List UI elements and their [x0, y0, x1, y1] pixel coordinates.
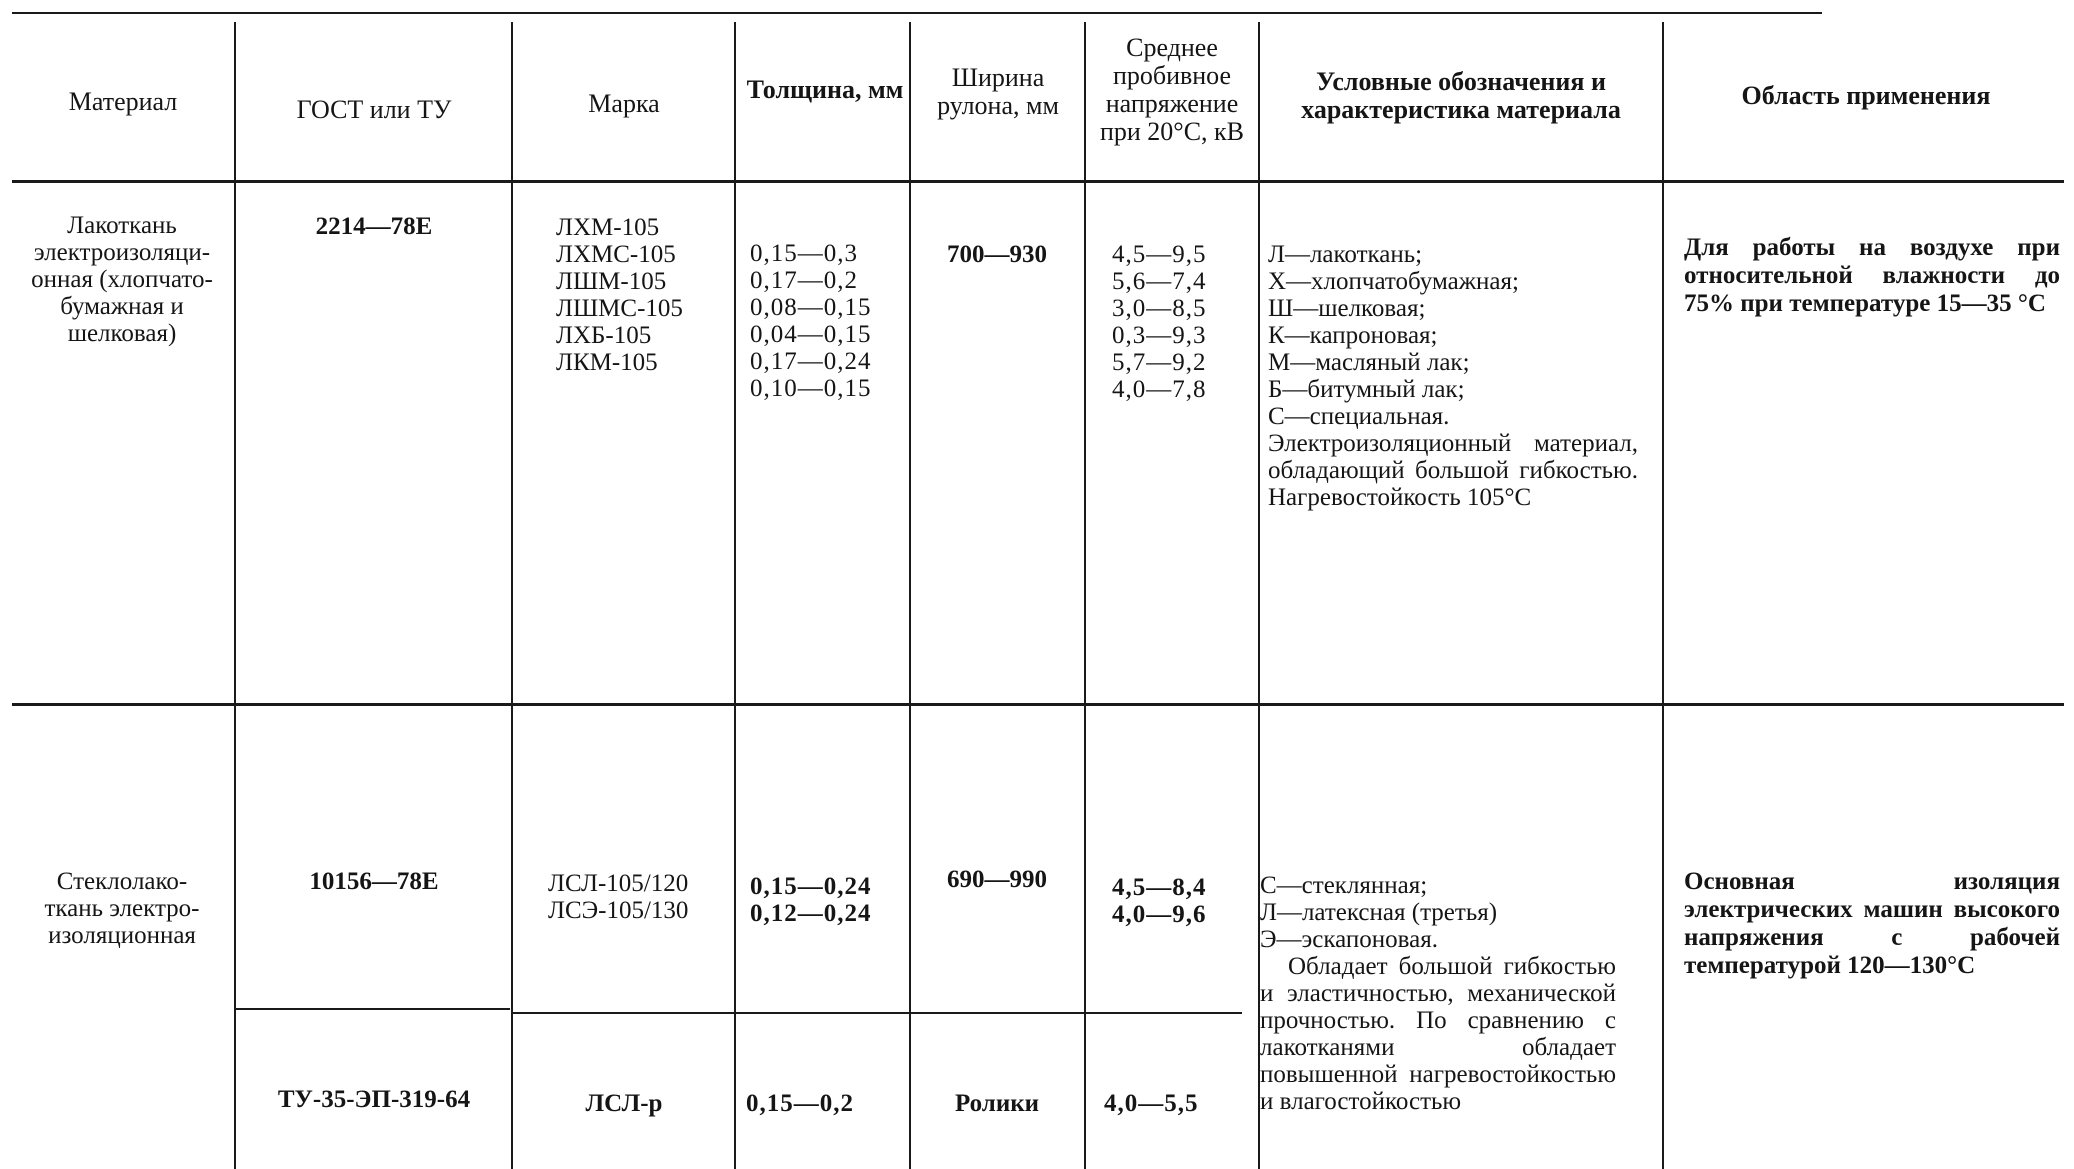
- brand-item: ЛХМ-105: [556, 214, 660, 241]
- brand-item: ЛШМС-105: [556, 295, 683, 322]
- row2-sub-voltage: 4,0—5,5: [1104, 1090, 1199, 1117]
- row1-brands: [556, 214, 736, 376]
- col-rule-2: [511, 22, 513, 1169]
- header-application: Область применения: [1741, 81, 1991, 110]
- col-rule-5: [1084, 22, 1086, 1169]
- col-rule-7: [1662, 22, 1664, 1169]
- designation-item: Б—битумный лак;: [1268, 376, 1465, 403]
- header-voltage: Среднее пробивное напряжение при 20°С, кВ: [1099, 33, 1245, 146]
- designation-item: Л—лакоткань;: [1268, 241, 1423, 268]
- voltage-item: 4,0—7,8: [1112, 376, 1207, 403]
- sub-row-divider-gost: [234, 1008, 510, 1010]
- designation-item: Х—хлопчатобумажная;: [1268, 268, 1519, 295]
- designation-item: С—стеклянная;: [1260, 872, 1428, 899]
- thickness-item: 0,17—0,2: [750, 267, 858, 294]
- thickness-item: 0,10—0,15: [750, 375, 872, 402]
- brand-item: ЛХБ-105: [556, 322, 652, 349]
- voltage-item: 5,6—7,4: [1112, 268, 1207, 295]
- row1-thickness: [750, 240, 908, 402]
- row2-sub-thickness: 0,15—0,2: [746, 1090, 854, 1117]
- header-gost: ГОСТ или ТУ: [296, 95, 452, 124]
- row1-designation: [1268, 241, 1638, 511]
- designation-item: М—масляный лак;: [1268, 349, 1470, 376]
- row2-voltage: [1112, 874, 1252, 928]
- brand-item: ЛХМС-105: [556, 241, 676, 268]
- voltage-item: 4,5—8,4: [1112, 874, 1207, 901]
- thickness-item: 0,15—0,24: [750, 873, 872, 900]
- row2-sub-brand: ЛСЛ-р: [585, 1090, 663, 1117]
- col-rule-1: [234, 22, 236, 1169]
- thickness-item: 0,17—0,24: [750, 348, 872, 375]
- thickness-item: 0,12—0,24: [750, 900, 872, 927]
- brand-item: ЛШМ-105: [556, 268, 667, 295]
- header-width: Ширина рулона, мм: [937, 63, 1059, 120]
- brand-item: ЛСЭ-105/130: [548, 897, 689, 924]
- brand-item: ЛКМ-105: [556, 349, 658, 376]
- designation-item: С—специальная.: [1268, 403, 1450, 430]
- header-thickness: Толщина, мм: [746, 75, 904, 104]
- row1-application: Для работы на воздухе при относительной влажности до 75% при температуре 15—35 °С: [1684, 234, 2060, 317]
- col-rule-3: [734, 22, 736, 1169]
- row2-sub-gost: ТУ-35-ЭП-319-64: [277, 1086, 471, 1113]
- row-divider-rule: [12, 703, 2064, 706]
- row2-application: Основная изоляция электрических машин высокого напряжения с рабочей температурой 120—130°С: [1684, 868, 2060, 979]
- row2-characteristic: Обладает большой гибкостью и эластичностью, механической прочностью. По сравнению с лакотканями обладает повышенной нагревостойкостью и влагостойкостью: [1260, 953, 1616, 1115]
- row2-designation: [1260, 872, 1616, 1115]
- voltage-item: 0,3—9,3: [1112, 322, 1207, 349]
- thickness-item: 0,04—0,15: [750, 321, 872, 348]
- row2-gost: 10156—78Е: [309, 868, 439, 895]
- header-bottom-rule: [12, 180, 2064, 183]
- row1-material: Лакоткань электроизоляци- онная (хлопчато- бумажная и шелковая): [31, 212, 213, 347]
- designation-item: Л—латексная (третья): [1260, 899, 1498, 926]
- designation-item: Ш—шелковая;: [1268, 295, 1426, 322]
- col-rule-4: [909, 22, 911, 1169]
- designation-item: Э—эскапоновая.: [1260, 926, 1438, 953]
- header-material: Материал: [68, 87, 178, 116]
- row1-voltage: [1112, 241, 1252, 403]
- row1-characteristic: Электроизоляционный материал, обладающий большой гибкостью. Нагревостойкость 105°С: [1268, 430, 1638, 511]
- voltage-item: 4,0—9,6: [1112, 901, 1207, 928]
- designation-item: К—капроновая;: [1268, 322, 1438, 349]
- row1-gost: 2214—78Е: [315, 213, 433, 240]
- voltage-item: 5,7—9,2: [1112, 349, 1207, 376]
- row2-width: 690—990: [947, 866, 1047, 893]
- thickness-item: 0,08—0,15: [750, 294, 872, 321]
- header-designation: Условные обозначения и характеристика материала: [1301, 67, 1621, 124]
- voltage-item: 3,0—8,5: [1112, 295, 1207, 322]
- thickness-item: 0,15—0,3: [750, 240, 858, 267]
- top-rule: [12, 12, 1822, 14]
- row2-material: Стеклолако- ткань электро- изоляционная: [44, 868, 200, 949]
- voltage-item: 4,5—9,5: [1112, 241, 1207, 268]
- header-brand: Марка: [588, 89, 660, 118]
- row2-thickness: [750, 873, 908, 927]
- sub-row-divider-brand: [512, 1012, 1242, 1014]
- row2-brands: [548, 870, 734, 924]
- brand-item: ЛСЛ-105/120: [548, 870, 689, 897]
- row2-sub-width: Ролики: [954, 1090, 1040, 1117]
- row1-width: 700—930: [947, 241, 1047, 268]
